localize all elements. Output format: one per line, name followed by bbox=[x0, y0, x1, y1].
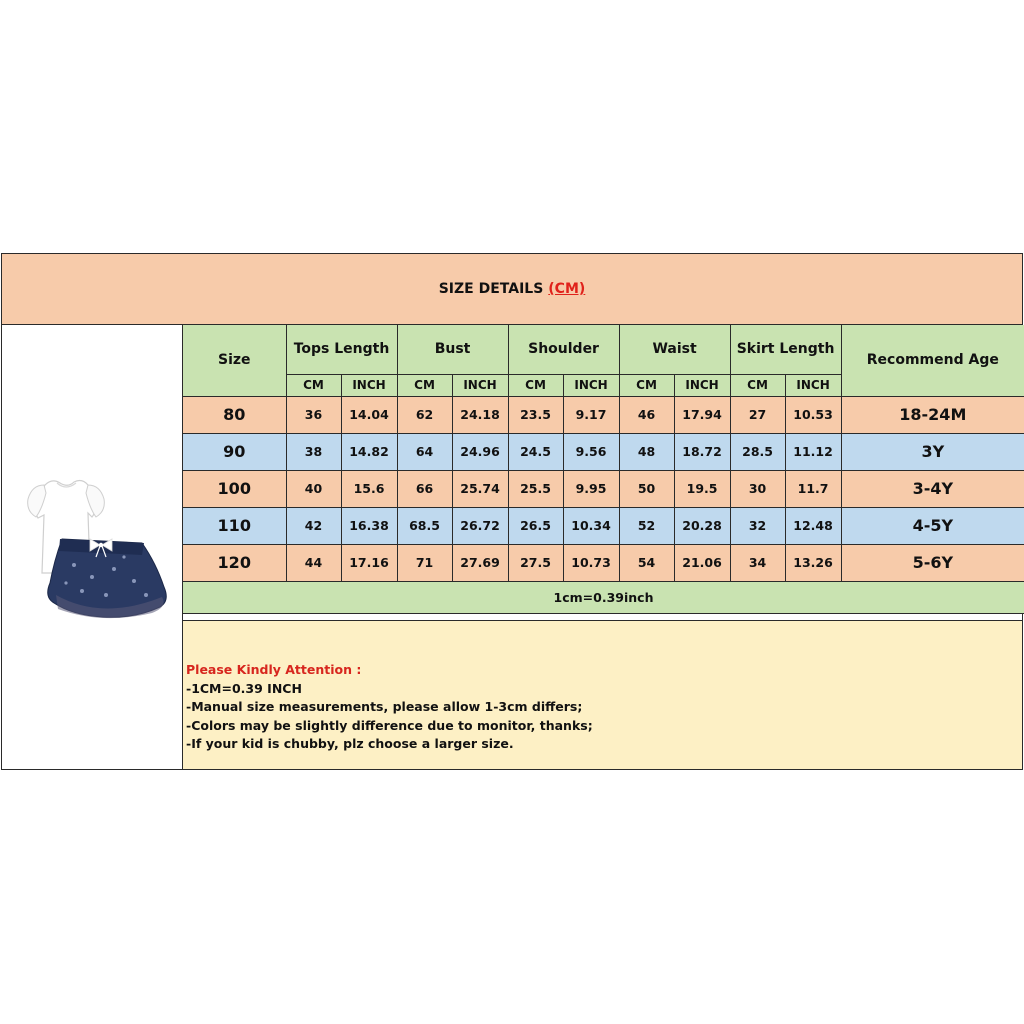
bust-header: Bust bbox=[397, 325, 508, 374]
bust-cm-cell: 71 bbox=[397, 544, 452, 581]
unit-inch: INCH bbox=[674, 374, 730, 396]
waist-cm-cell: 52 bbox=[619, 507, 674, 544]
tops-inch-cell: 14.82 bbox=[341, 433, 397, 470]
title-bar bbox=[2, 254, 1022, 325]
shoulder-cm-cell: 27.5 bbox=[508, 544, 563, 581]
chart-title: SIZE DETAILS bbox=[438, 281, 544, 297]
conversion-note: 1cm=0.39inch bbox=[183, 581, 1024, 613]
product-photo bbox=[2, 325, 182, 769]
unit-inch: INCH bbox=[785, 374, 841, 396]
waist-cm-cell: 46 bbox=[619, 396, 674, 433]
waist-cm-cell: 54 bbox=[619, 544, 674, 581]
skirt-inch-cell: 11.12 bbox=[785, 433, 841, 470]
attention-heading: Please Kindly Attention : bbox=[186, 662, 362, 677]
table-row bbox=[183, 433, 1024, 470]
skirt-length-header: Skirt Length bbox=[730, 325, 841, 374]
size-cell: 120 bbox=[183, 544, 286, 581]
size-table bbox=[183, 325, 1024, 614]
skirt-inch-cell: 10.53 bbox=[785, 396, 841, 433]
shoulder-cm-cell: 23.5 bbox=[508, 396, 563, 433]
shoulder-cm-cell: 25.5 bbox=[508, 470, 563, 507]
tops-cm-cell: 40 bbox=[286, 470, 341, 507]
bust-cm-cell: 64 bbox=[397, 433, 452, 470]
unit-inch: INCH bbox=[341, 374, 397, 396]
skirt-inch-cell: 12.48 bbox=[785, 507, 841, 544]
age-cell: 18-24M bbox=[841, 396, 1024, 433]
unit-cm: CM bbox=[619, 374, 674, 396]
tops-inch-cell: 17.16 bbox=[341, 544, 397, 581]
waist-header: Waist bbox=[619, 325, 730, 374]
unit-inch: INCH bbox=[452, 374, 508, 396]
skirt-cm-cell: 32 bbox=[730, 507, 785, 544]
conversion-row bbox=[183, 581, 1024, 613]
shoulder-inch-cell: 9.17 bbox=[563, 396, 619, 433]
bust-cm-cell: 66 bbox=[397, 470, 452, 507]
shoulder-inch-cell: 10.73 bbox=[563, 544, 619, 581]
tops-cm-cell: 42 bbox=[286, 507, 341, 544]
skirt-inch-cell: 11.7 bbox=[785, 470, 841, 507]
shoulder-inch-cell: 9.95 bbox=[563, 470, 619, 507]
skirt-cm-cell: 28.5 bbox=[730, 433, 785, 470]
size-header: Size bbox=[183, 325, 286, 396]
waist-inch-cell: 17.94 bbox=[674, 396, 730, 433]
size-cell: 100 bbox=[183, 470, 286, 507]
tops-cm-cell: 44 bbox=[286, 544, 341, 581]
waist-inch-cell: 18.72 bbox=[674, 433, 730, 470]
shoulder-cm-cell: 26.5 bbox=[508, 507, 563, 544]
note-line: -Colors may be slightly difference due to monitor, thanks; bbox=[186, 717, 593, 733]
unit-cm: CM bbox=[730, 374, 785, 396]
unit-cm: CM bbox=[508, 374, 563, 396]
note-line: -Manual size measurements, please allow 1-3cm differs; bbox=[186, 699, 583, 715]
tops-cm-cell: 38 bbox=[286, 433, 341, 470]
table-row bbox=[183, 396, 1024, 433]
notes-panel bbox=[183, 620, 1022, 769]
note-line: -If your kid is chubby, plz choose a larger size. bbox=[186, 736, 514, 752]
waist-inch-cell: 19.5 bbox=[674, 470, 730, 507]
tops-inch-cell: 16.38 bbox=[341, 507, 397, 544]
bust-inch-cell: 24.18 bbox=[452, 396, 508, 433]
title-unit: (CM) bbox=[548, 281, 586, 297]
shoulder-inch-cell: 9.56 bbox=[563, 433, 619, 470]
size-cell: 80 bbox=[183, 396, 286, 433]
navy-tutu-skirt-image bbox=[48, 539, 167, 618]
waist-cm-cell: 48 bbox=[619, 433, 674, 470]
waist-cm-cell: 50 bbox=[619, 470, 674, 507]
size-chart bbox=[1, 253, 1023, 770]
skirt-inch-cell: 13.26 bbox=[785, 544, 841, 581]
bust-inch-cell: 26.72 bbox=[452, 507, 508, 544]
age-cell: 3Y bbox=[841, 433, 1024, 470]
bust-cm-cell: 68.5 bbox=[397, 507, 452, 544]
skirt-cm-cell: 27 bbox=[730, 396, 785, 433]
table-row bbox=[183, 507, 1024, 544]
unit-cm: CM bbox=[286, 374, 341, 396]
unit-inch: INCH bbox=[563, 374, 619, 396]
age-cell: 4-5Y bbox=[841, 507, 1024, 544]
bust-inch-cell: 24.96 bbox=[452, 433, 508, 470]
shoulder-header: Shoulder bbox=[508, 325, 619, 374]
age-cell: 5-6Y bbox=[841, 544, 1024, 581]
note-line: -1CM=0.39 INCH bbox=[186, 680, 302, 696]
tops-inch-cell: 14.04 bbox=[341, 396, 397, 433]
shoulder-inch-cell: 10.34 bbox=[563, 507, 619, 544]
age-cell: 3-4Y bbox=[841, 470, 1024, 507]
tops-cm-cell: 36 bbox=[286, 396, 341, 433]
table-row bbox=[183, 544, 1024, 581]
waist-inch-cell: 21.06 bbox=[674, 544, 730, 581]
header-row bbox=[183, 325, 1024, 374]
skirt-cm-cell: 34 bbox=[730, 544, 785, 581]
bust-inch-cell: 25.74 bbox=[452, 470, 508, 507]
size-cell: 90 bbox=[183, 433, 286, 470]
size-cell: 110 bbox=[183, 507, 286, 544]
product-photo-cell bbox=[2, 325, 183, 769]
bust-inch-cell: 27.69 bbox=[452, 544, 508, 581]
table-row bbox=[183, 470, 1024, 507]
bust-cm-cell: 62 bbox=[397, 396, 452, 433]
unit-cm: CM bbox=[397, 374, 452, 396]
tops-inch-cell: 15.6 bbox=[341, 470, 397, 507]
waist-inch-cell: 20.28 bbox=[674, 507, 730, 544]
recommend-age-header: Recommend Age bbox=[841, 325, 1024, 396]
skirt-cm-cell: 30 bbox=[730, 470, 785, 507]
tops-length-header: Tops Length bbox=[286, 325, 397, 374]
shoulder-cm-cell: 24.5 bbox=[508, 433, 563, 470]
